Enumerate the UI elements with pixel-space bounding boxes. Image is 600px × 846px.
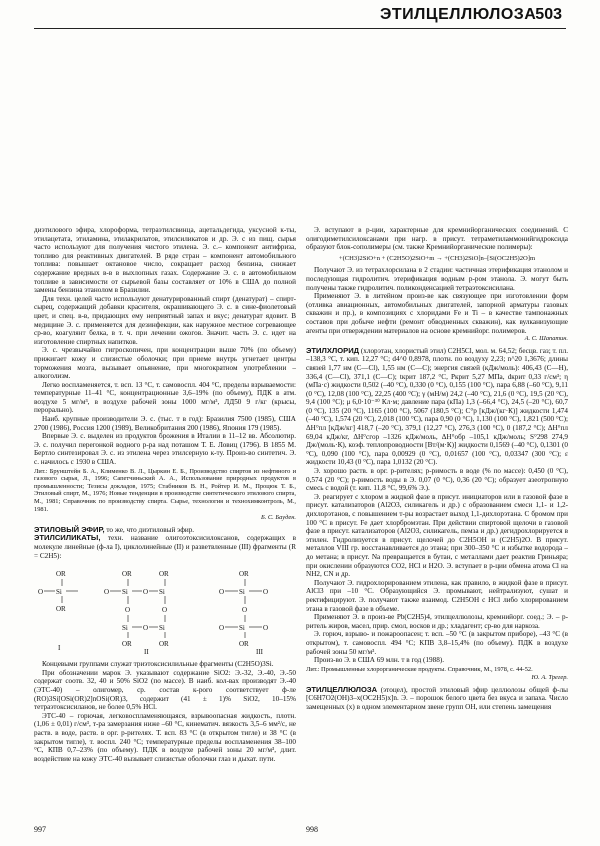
atom-si: Si	[239, 588, 245, 597]
page-number-left: 997	[34, 825, 46, 834]
page-number-right: 998	[306, 825, 318, 834]
paragraph: диэтилового эфира, хлороформа, тетраэтилсвинца, ацетальдегида, уксусной к-ты, этилацетата, этиламина, этилакрилатов, этилсиликатов и др. Э. с из пищ. сырья часто используют для получения чистого этилена. Э. с.– компонент антифриза, топливо для реактивных двигателей. В ряде стран – компонент автомобильного топлива: повышает октановое число, сокращает расход бензина, снижает содержание вредных в-в в выхлопных газах. Содержание Э. с. в автомобильном топливе в зависимости от сырьевой базы составляет от 10% в США до полной замены бензина этанолом в Бразилии.	[34, 226, 296, 295]
paragraph: Концевыми группами служат триэтоксисилильные фрагменты (C2H5O)3Si.	[42, 660, 274, 669]
atom-o: O	[38, 588, 44, 597]
structure-drawing	[34, 564, 296, 656]
entry-heading: ЭТИЛЦЕЛЛЮЛОЗА	[306, 684, 378, 694]
entry-text: то же, что диэтиловый эфир.	[104, 525, 195, 534]
fragment-i	[38, 570, 78, 652]
atom-or: OR	[239, 570, 249, 579]
author-signature: А. С. Шапатин.	[524, 335, 568, 343]
page-number-top: 503	[535, 6, 562, 23]
formula-label-ii: II	[144, 648, 149, 657]
atom-si: Si	[122, 624, 128, 633]
atom-o: O	[219, 624, 225, 633]
atom-o: O	[162, 606, 168, 615]
atom-o: O	[219, 588, 225, 597]
atom-o: O	[104, 588, 110, 597]
paragraph: Получают Э. гидрохлорированием этилена, как правило, в жидкой фазе в присут. AlCl3 при –10 °С. Образующийся Э. промывают, нейтрализуют, сушат и ректифицируют. Э. получают также взаимод. C2H5OH с HCl либо хлорированием этана в газовой фазе в объеме.	[306, 578, 568, 613]
fragment-ii	[104, 570, 169, 656]
entry-text: техн. название олигоэтоксисилоксанов, содержащих в молекуле линейные (ф-ла I), циклолинейные (II) и разветвленные (III) фрагменты (R = C2H5):	[34, 534, 296, 560]
fragment-iii	[219, 570, 268, 656]
entry-cellulose	[306, 686, 568, 712]
entry-chloride	[306, 347, 568, 467]
paragraph: Для техн. целей часто используют денатурированный спирт (денатурат) – спирт-сырец, содержащий добавки красителя, окрашивающего Э. с. в сине-фиолетовый цвет, и спец. в-в, придающих ему неприятный запах и вкус; денатурат ядовит. В медицине Э. с. применяется для дезинфекции, как наружное местное согревающее ср-во, коагулянт белка, в т. ч. при лечении ожогов. Значит. часть Э. с. идет на изготовление спиртных напитков.	[34, 294, 296, 346]
paragraph: Получают Э. из тетрахлорсилана в 2 стадии: частичная этерификация этанолом и последующая гидролитич. этерификация водным р-ром этанола. Э. могут быть получены также гидролитич. поликонденсацией тетраэтоксисилана.	[306, 266, 568, 292]
atom-o: O	[242, 606, 248, 615]
atom-o: O	[143, 624, 149, 633]
atom-or: OR	[239, 640, 249, 649]
structural-formulas	[34, 564, 296, 656]
paragraph: ЭТС-40 – горючая, легковоспламеняющаяся, взрывоопасная жидкость, плотн. (1,06 ± 0,01) г/см³, т-ра замерзания ниже –60 °С, кинематич. вязкость 3,5–6 мм²/с, не раств. в воде, раств. в орг. р-рителях. Т. всп. 83 °С (в открытом тигле) и 38 °С (в закрытом тигле), т. воспл. 240 °С; температурные пределы воспламенения 38–100 °С, КПВ 0,7–23% (по объему). ПДК в воздухе рабочей зоны 20 мг/м³, длит. воздействие на кожу ЭТС-40 вызывает слизистые оболочки глаз и дыхат. пути.	[34, 711, 296, 763]
paragraph: Применяют Э. в литейном произ-ве как связующее при изготовлении форм (отливка авиационных, автомобильных двигателей, запорной арматуры газовых скважин и пр.), в композициях с хлоридами Fe и Ti – в качестве тампонажных составов при добыче нефти (ремонт обводненных скважин), как вулканизующие агенты при отверждении материалов на основе кремнийорг. полимеров.	[306, 292, 568, 335]
paragraph: Э. горюч, взрыво- и пожароопасен; т. всп. –50 °С (в закрытом приборе), –43 °С (в открытом), т. самовоспл. 494 °С; КПВ 3,8–15,4% (по объему). ПДК в воздухе рабочей зоны 50 мг/м³.	[306, 630, 568, 656]
literature-note: Лит.: Брунштейн Б. А., Клименко В. Л., Цыркин Е. Б., Производство спиртов из нефтяного и газового сырья, Л., 1996; Сапетчиньский А. А., Использование природных продуктов в промышленности; Тезисы докладов, 1975; Стабников В. Н., Ройтер И. М., Процюк Т. Б., Этиловый спирт, М., 1976; Новые тенденции в производстве синтетического этилового спирта, М., 1981; Справочник по производству спирта. Сырье, технология и технохимконтроль, М., 1981.	[34, 467, 296, 513]
atom-or: OR	[56, 605, 66, 614]
paragraph: Впервые Э. с. выделен из продуктов брожения в Италии в 11–12 вв. Абсолютир. Э. с. получил перегонкой водного р-ра над поташом Т. Е. Ловиц (1796). В 1855 М. Бертло синтезировал Э. с. из этилена через этилсерную к-ту. Произ-во синтетич. Э. с. начилось с 1930 в США.	[34, 432, 296, 467]
paragraph: Э. хорошо раств. в орг. р-рителях; р-римость в воде (% по массе): 0,450 (0 °С), 0,574 (20 °С); р-римость воды в Э. 0,07 (0 °С), 0,36 (20 °С); образует азеотропную смесь с водой (т. кип. 11,8 °С, 99,6% Э.).	[306, 467, 568, 493]
atom-si: Si	[56, 588, 62, 597]
paragraph: При обозначении марок Э. указывают содержание SiO2: Э.-32, Э.-40, Э.-50 содержат соотв. 32, 40 и 50% SiO2 (по массе). В наиб. кол-вах производят Э.-40 (ЭТС-40) – олигомер, ср. состав к-рого соответствует ф-ле (RO)3Si[OSi(OR)2]nOSi(OR)3, содержит (41 ± 1)% SiO2, 10–15% тетраэтоксисиланов, не более 0,5% HCl.	[34, 668, 296, 712]
atom-si: Si	[239, 624, 245, 633]
paragraph: Применяют Э. в произ-ве Pb(C2H5)4, этилцеллюлозы, кремнийорг. соед.; Э. – р-ритель жиров, масел, прир. смол, восков и др.; хладагент; ср-во для наркоза.	[306, 613, 568, 630]
paragraph: Легко воспламеняется, т. всп. 13 °С, т. самовоспл. 404 °С, пределы взрываемости: температурные 11–41 °С, концентрационные 3,6–19% (по объему), ПДК в атм. воздухе 5 мг/м³, в воздухе рабочей зоны 1000 мг/м³, ЛД50 9 г/кг (крысы, перорально).	[34, 380, 296, 415]
entry-text: (хлорэтан, хлористый этил) C2H5Cl, мол. м. 64,52; бесцв. газ; т. пл. –138,3 °С, т. кип. 12,27 °С; d4^0 0,8978, плотн. по воздуху 2,23; n^20 1,3676; длины связей 1,77 нм (С—Cl), 1,55 нм (С—С); энергия связей (кДж/моль): 406,43 (С—Н), 336,4 (С—Cl), 371,1 (С—С); tкрит 187,2 °С, Pкрит 5,27 МПа, dкрит 0,33 г/см³; η (мПа·с) жидкости 0,502 (–40 °С), 0,330 (0 °С), 0,155 (100 °С), пара 6,88 (–60 °С), 9,11 (0 °С), 12,08 (100 °С), 22,25 (400 °С); γ (мН/м) 24,2 (–40 °С), 21,6 (0 °С), 19,5 (20 °С), 9,4 (100 °С); μ 6,0·10⁻³⁰ Кл·м; давление пара (кПа) 1,3 (–66,4 °С), 24,5 (–20 °С), 60,7 (0 °С), 135 (20 °С), 1165 (100 °С), 5067 (180,5 °С); С°p [кДж/(кг·К)] жидкости 1,474 (–40 °С), 1,574 (20 °С), 2,018 (100 °С), пара 0,90 (0 °С), 1,130 (100 °С), 1,821 (500 °С); ΔH°пл [кДж/кг] 418,7 (–20 °С), 379,1 (12,27 °С), 276,3 (100 °С), 0 (187,2 °С); ΔH°пл 69,04 кДж/кг, ΔH°сгор –1326 кДж/моль, ΔH°обр –105,1 кДж/моль; S°298 274,9 Дж/(моль·К), коэф. теплопроводности [Вт/(м·К)] жидкости 0,1569 (–40 °С), 0,1301 (0 °С), 0,090 (100 °С), пара 0,00929 (0 °С), 0,01657 (100 °С), 0,03347 (300 °С); ε жидкости 10,43 (0 °С), пара 1,0132 (20 °С).	[306, 346, 568, 467]
running-head-title: ЭТИЛЦЕЛЛЮЛОЗА	[380, 6, 537, 23]
atom-o: O	[263, 624, 269, 633]
paragraph: Э. с. чрезвычайно гигроскопичен, при концентрации выше 70% (по объему) прижигает кожу и слизистые оболочки; при приеме внутрь угнетает центры торможения мозга, вызывает опьянение, при многократном употреблении – алкоголизм.	[34, 346, 296, 381]
header-rule	[34, 28, 566, 29]
left-column	[34, 226, 296, 808]
atom-si: Si	[122, 588, 128, 597]
paragraph: Э. реагирует с хлором в жидкой фазе в присут. инициаторов или в газовой фазе в присут. катализаторов (Al2O3, силикагель и др.) с образованием смеси 1,1- и 1,2-дихлорэтанов, с повышением т-ры возрастает выход 1,1-дихлорэтана. С бромом при 100 °С в присут. Fe дает хлорбромэтан. При действии спиртовой щелочи в газовой фазе в присут. катализаторов (Al2O3, силикагель, пемза и др.) дегидрохлорируется в этилен. Гидролизуется в присут. щелочей до C2H5OH и (C2H5)2O. В присут. металлов VIII гр. восстанавливается до этана; при 300–350 °С и избытке водорода – до метана; в присут. Na превращается в бутан, с металлами дает реактив Гриньяра; при окислении образуются CO2, HCl и H2O. Э. вступает в р-ции обмена атома Cl на NH2, CN и др.	[306, 492, 568, 579]
paragraph: Э. вступают в р-ции, характерные для кремнийорганических соединений. С олигодиметилсилоксанами при нагр. в присут. тетраметиламмонийгидроксида образуют блок-сополимеры (см. также Кремнийорганические полимеры):	[306, 226, 568, 252]
entry-heading: ЭТИЛОВЫЙ ЭФИР,	[34, 524, 105, 534]
entry-heading: ЭТИЛХЛОРИД	[306, 345, 360, 355]
atom-or: OR	[159, 640, 169, 649]
atom-or: OR	[159, 570, 169, 579]
atom-or: OR	[122, 640, 132, 649]
atom-or: OR	[56, 570, 66, 579]
formula-label-i: I	[58, 644, 61, 653]
right-column	[306, 226, 568, 808]
literature-note: Лит.: Промышленные хлорорганические продукты. Справочник, М., 1978, с. 44-52.	[306, 665, 533, 673]
atom-si: Si	[159, 624, 165, 633]
paragraph: Произ-во Э. в США 69 млн. т в год (1988).	[314, 656, 445, 665]
paragraph: Наиб. крупные производители Э. с. (тыс. т в год): Бразилия 7500 (1985), США 2700 (1986), Россия 1200 (1989), Великобритания 200 (1986), Япония 179 (1985).	[34, 415, 296, 432]
entry-heading: ЭТИЛСИЛИКАТЫ,	[34, 533, 101, 543]
atom-or: OR	[122, 570, 132, 579]
atom-o: O	[143, 588, 149, 597]
entry-text: (этоцел), простой этиловый эфир целлюлозы общей ф-лы [C6H7O2(OH)3–x(OC2H5)x]n. Э. – порошок белого цвета без вкуса и запаха. Число замещенных (x) в одном элементарном звене групп ОН, или степень замещения	[306, 685, 568, 712]
reaction-formula: +(CH3)2SiO+n + (C2H5O)2SiO+m → +(CH3)2SiO]n–[Si(OC2H5)2O]m	[338, 254, 536, 262]
atom-o: O	[125, 606, 131, 615]
formula-label-iii: III	[256, 648, 263, 657]
author-signature: Б. С. Бауден.	[260, 514, 296, 522]
atom-o: O	[263, 588, 269, 597]
entry-silicates	[34, 534, 296, 560]
atom-si: Si	[159, 588, 165, 597]
author-signature: Ю. А. Трегер.	[531, 674, 568, 682]
